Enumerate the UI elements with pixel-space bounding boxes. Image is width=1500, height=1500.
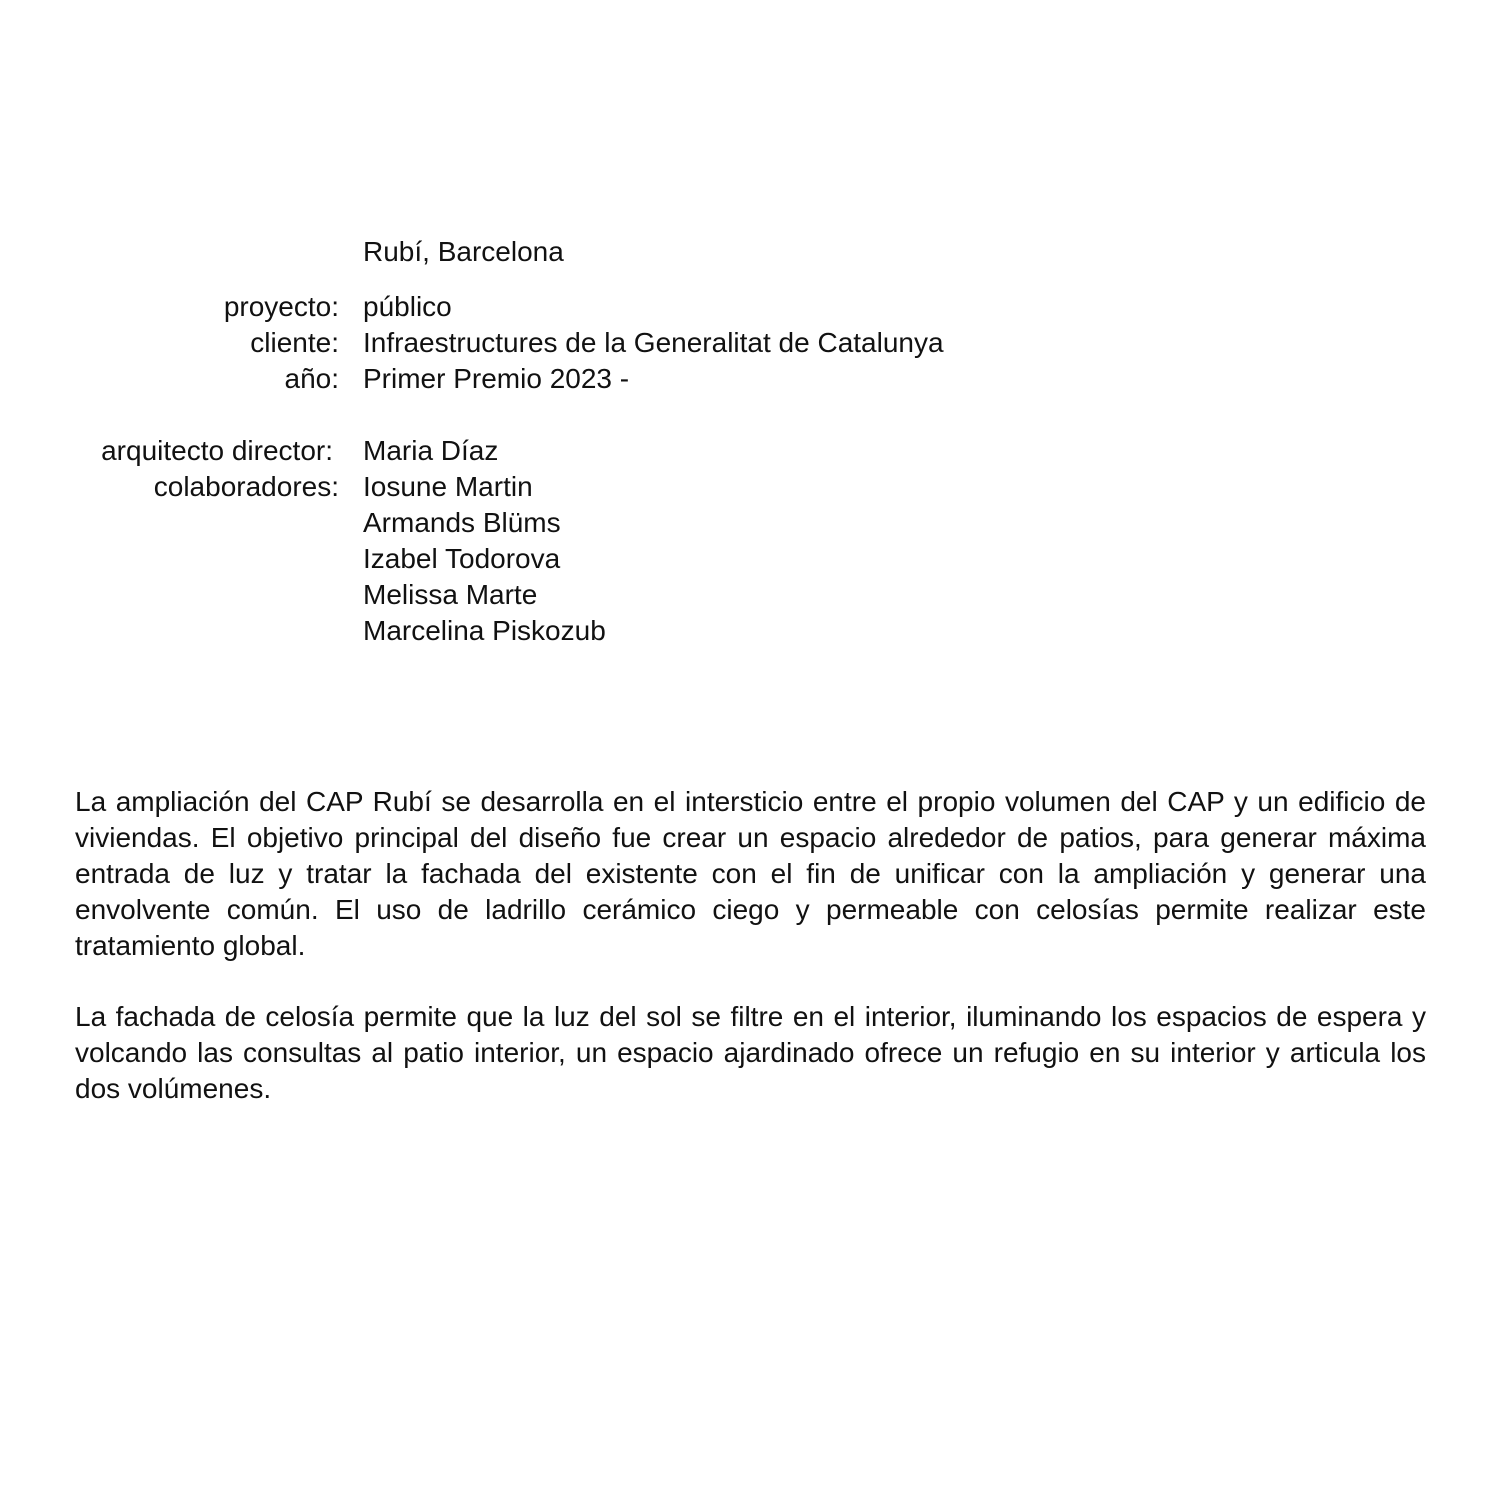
proyecto-value: público [363,291,452,322]
description-paragraph-1: La ampliación del CAP Rubí se desarrolla en el intersticio entre el propio volumen del CAP y un edificio de viviendas. El objetivo principal del diseño fue crear un espacio alrededor de patios, para generar máxima entrada de luz y tratar la fachada del existente con el fin de unificar con la ampliación y generar una envolvente común. El uso de ladrillo cerámico ciego y permeable con celosías permite realizar este tratamiento global. [75,786,1426,961]
colaboradores-label: colaboradores: [153,471,339,502]
director-value: Maria Díaz [363,435,499,466]
cliente-label: cliente: [250,327,339,358]
colaborador-item: Melissa Marte [363,579,538,610]
anio-value: Primer Premio 2023 - [363,363,630,394]
description-paragraph-2: La fachada de celosía permite que la luz del sol se filtre en el interior, iluminando los espacios de espera y volcando las consultas al patio interior, un espacio ajardinado ofrece un refugio en su interior y articula los dos volúmenes. [75,1001,1426,1104]
colaborador-item: Iosune Martin [363,471,533,502]
colaborador-item: Marcelina Piskozub [363,615,606,646]
director-label: arquitecto director: [101,435,333,466]
location-text: Rubí, Barcelona [363,236,564,267]
colaborador-item: Izabel Todorova [363,543,561,574]
anio-label: año: [284,363,339,394]
cliente-value: Infraestructures de la Generalitat de Catalunya [363,327,944,358]
colaborador-item: Armands Blüms [363,507,561,538]
proyecto-label: proyecto: [223,291,339,322]
